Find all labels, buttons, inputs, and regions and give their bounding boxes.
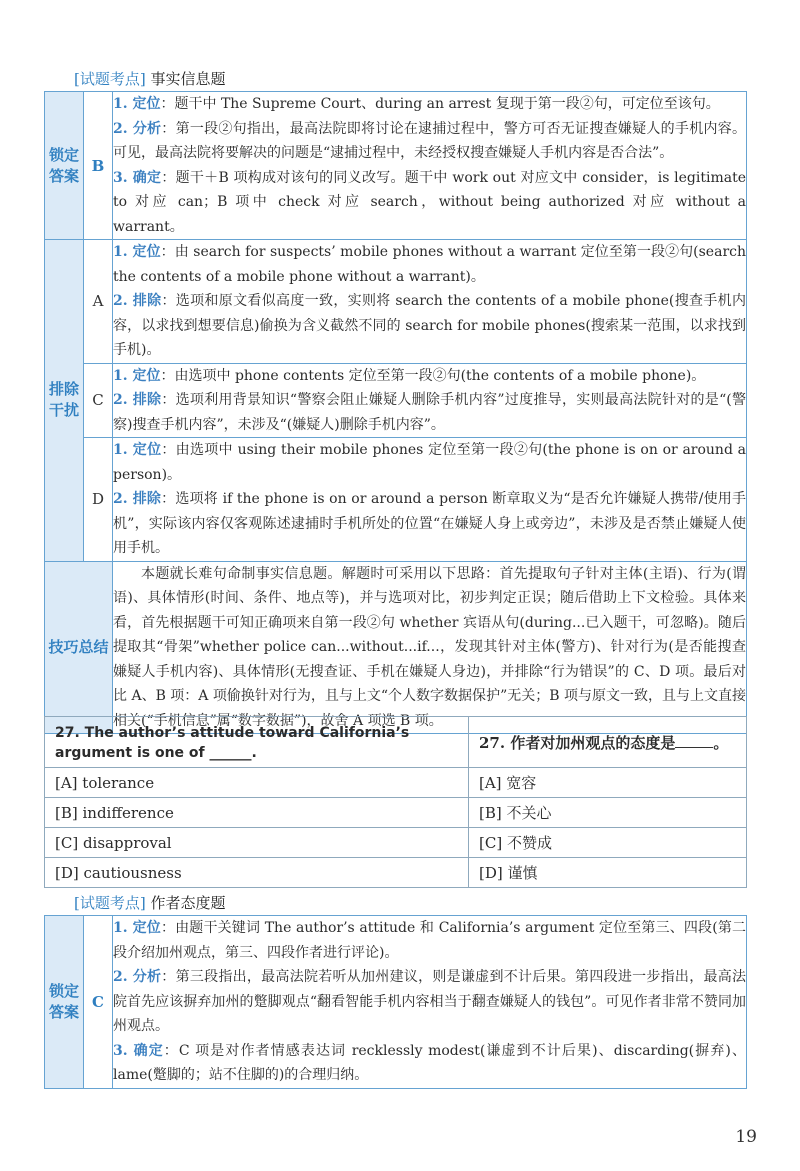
locked-answer-body [113, 92, 747, 240]
option-d-body [113, 438, 747, 562]
option-row [45, 798, 747, 828]
item-text: ：选项和原文看似高度一致，实则将 search the contents of a mobile phone(搜查手机内容，以求找到想要信息)偷换为含义截然不同的 search for mobile phones(搜索某一范围，以求找到手机)。 [113, 293, 746, 358]
option-a-body [113, 240, 747, 364]
item-keyword: 3. 确定 [113, 169, 162, 186]
option-row [45, 828, 747, 858]
item-keyword: 1. 定位 [113, 442, 162, 458]
section-tag: [试题考点] [74, 70, 146, 88]
option-cn: [D] 谨慎 [469, 858, 747, 888]
option-cn: [A] 宽容 [469, 768, 747, 798]
question-stem-cn [469, 717, 747, 768]
item-keyword: 2. 排除 [113, 491, 162, 507]
section-tag-line [74, 68, 226, 89]
option-en: [B] indifference [45, 798, 469, 828]
item-text: ：选项将 if the phone is on or around a person 断章取义为“是否允许嫌疑人携带/使用手机”，实际该内容仅客观陈述逮捕时手机所处的位置“在嫌疑人身上或旁边”，未涉及是否禁止嫌疑人使用手机。 [113, 491, 746, 556]
item-keyword: 1. 定位 [113, 96, 161, 112]
locked-answer-label: 锁定答案 [45, 916, 84, 1089]
section-tag-text: 作者态度题 [150, 894, 226, 912]
option-a: A [84, 240, 113, 364]
item-text: ：题干中 The Supreme Court、during an arrest 复现于第一段②句，可定位至该句。 [160, 96, 720, 112]
option-row [45, 858, 747, 888]
item-text: ：由选项中 phone contents 定位至第一段②句(the contents of a mobile phone)。 [160, 367, 706, 384]
option-en: [A] tolerance [45, 768, 469, 798]
stem-cn-suffix: 。 [713, 733, 729, 752]
item-text: ：C 项是对作者情感表达词 recklessly modest(谦虚到不计后果)、discarding(摒弃)、lame(蹩脚的；站不住脚的)的合理归纳。 [113, 1042, 746, 1083]
option-en: [D] cautiousness [45, 858, 469, 888]
item-keyword: 2. 分析 [113, 969, 162, 985]
item-text: ：由题干关键词 The author’s attitude 和 California’s argument 定位至第三、四段(第二段介绍加州观点，第三、四段作者进行评论)。 [113, 920, 746, 961]
item-keyword: 2. 排除 [113, 293, 162, 309]
tips-body [113, 561, 747, 734]
tips-row [45, 561, 747, 734]
locked-answer-row-2 [45, 916, 747, 1089]
section-tag-text: 事实信息题 [150, 70, 226, 88]
item-keyword: 2. 分析 [113, 120, 162, 137]
option-en: [C] disapproval [45, 828, 469, 858]
item-text: ：由选项中 using their mobile phones 定位至第一段②句(the phone is on or around a person)。 [113, 442, 746, 483]
option-c: C [84, 363, 113, 438]
item-keyword: 1. 定位 [113, 367, 161, 384]
item-keyword: 3. 确定 [113, 1042, 164, 1059]
tips-label: 技巧总结 [45, 561, 113, 734]
option-d: D [84, 438, 113, 562]
option-cn: [B] 不关心 [469, 798, 747, 828]
item-text: ：选项利用背景知识“警察会阻止嫌疑人删除手机内容”过度推导，实则最高法院针对的是“(警察)搜查手机内容”，未涉及“(嫌疑人)删除手机内容”。 [113, 392, 746, 433]
eliminate-row-a [45, 240, 747, 364]
section-tag: [试题考点] [74, 894, 146, 912]
eliminate-row-c [45, 363, 747, 438]
item-text: ：第三段指出，最高法院若听从加州建议，则是谦虚到不计后果。第四段进一步指出，最高法院首先应该摒弃加州的蹩脚观点“翻看智能手机内容相当于翻查嫌疑人的钱包”。可见作者非常不赞同加州观点。 [113, 969, 746, 1034]
locked-answer-row [45, 92, 747, 240]
option-cn: [C] 不赞成 [469, 828, 747, 858]
locked-answer-label: 锁定答案 [45, 92, 84, 240]
item-text: ：第一段②句指出，最高法院即将讨论在逮捕过程中，警方可否无证搜查嫌疑人的手机内容。可见，最高法院将要解决的问题是“逮捕过程中，未经授权搜查嫌疑人手机内容是否合法”。 [113, 120, 746, 161]
tips-text: 本题就长难句命制事实信息题。解题时可采用以下思路：首先提取句子针对主体(主语)、行为(谓语)、具体情形(时间、条件、地点等)，并与选项对比，初步判定正误；随后借助上下文检验。具体来看，首先根据题干可知正确项来自第一段②句 whether 宾语从句(during...已入题干，可忽略)。随后提取其“骨架”whether police can...without...if...，发现其针对主体(警方)、针对行为(是否能搜查嫌疑人手机内容)、具体情形(无搜查证、手机在嫌疑人身边)，并排除“行为错误”的 C、D 项。最后对比 A、B 项：A 项偷换针对行为，且与上文“个人数字数据保护”无关；B 项与原文一致，且与上文直接相关(“手机信息”属“数字数据”)，故舍 A 项选 B 项。 [113, 565, 746, 729]
answer-option: B [84, 92, 113, 240]
stem-cn-prefix: 27. 作者对加州观点的态度是 [479, 733, 676, 752]
item-text: ：由 search for suspects’ mobile phones without a warrant 定位至第一段②句(search the contents of a mobile phone without a warrant)。 [113, 244, 746, 285]
item-keyword: 2. 排除 [113, 392, 162, 408]
question-stem-en: 27. The author’s attitude toward California’s argument is one of ______. [45, 717, 469, 768]
item-keyword: 1. 定位 [113, 244, 161, 260]
question-27-table [44, 716, 747, 888]
eliminate-label: 排除干扰 [45, 240, 84, 562]
option-c-body [113, 363, 747, 438]
answer-blank [675, 747, 713, 748]
question-stem-row [45, 717, 747, 768]
section-tag-line-2 [74, 892, 226, 913]
answer-option: C [84, 916, 113, 1089]
eliminate-row-d [45, 438, 747, 562]
locked-answer-body [113, 916, 747, 1089]
item-keyword: 1. 定位 [113, 920, 161, 936]
page-number: 19 [735, 1127, 757, 1147]
analysis-table-1 [44, 91, 747, 734]
analysis-table-2 [44, 915, 747, 1089]
item-text: ：题干＋B 项构成对该句的同义改写。题干中 work out 对应文中 consider，is legitimate to 对应 can；B 项中 check 对应 search，without being authorized 对应 without a warrant。 [113, 169, 746, 235]
option-row [45, 768, 747, 798]
